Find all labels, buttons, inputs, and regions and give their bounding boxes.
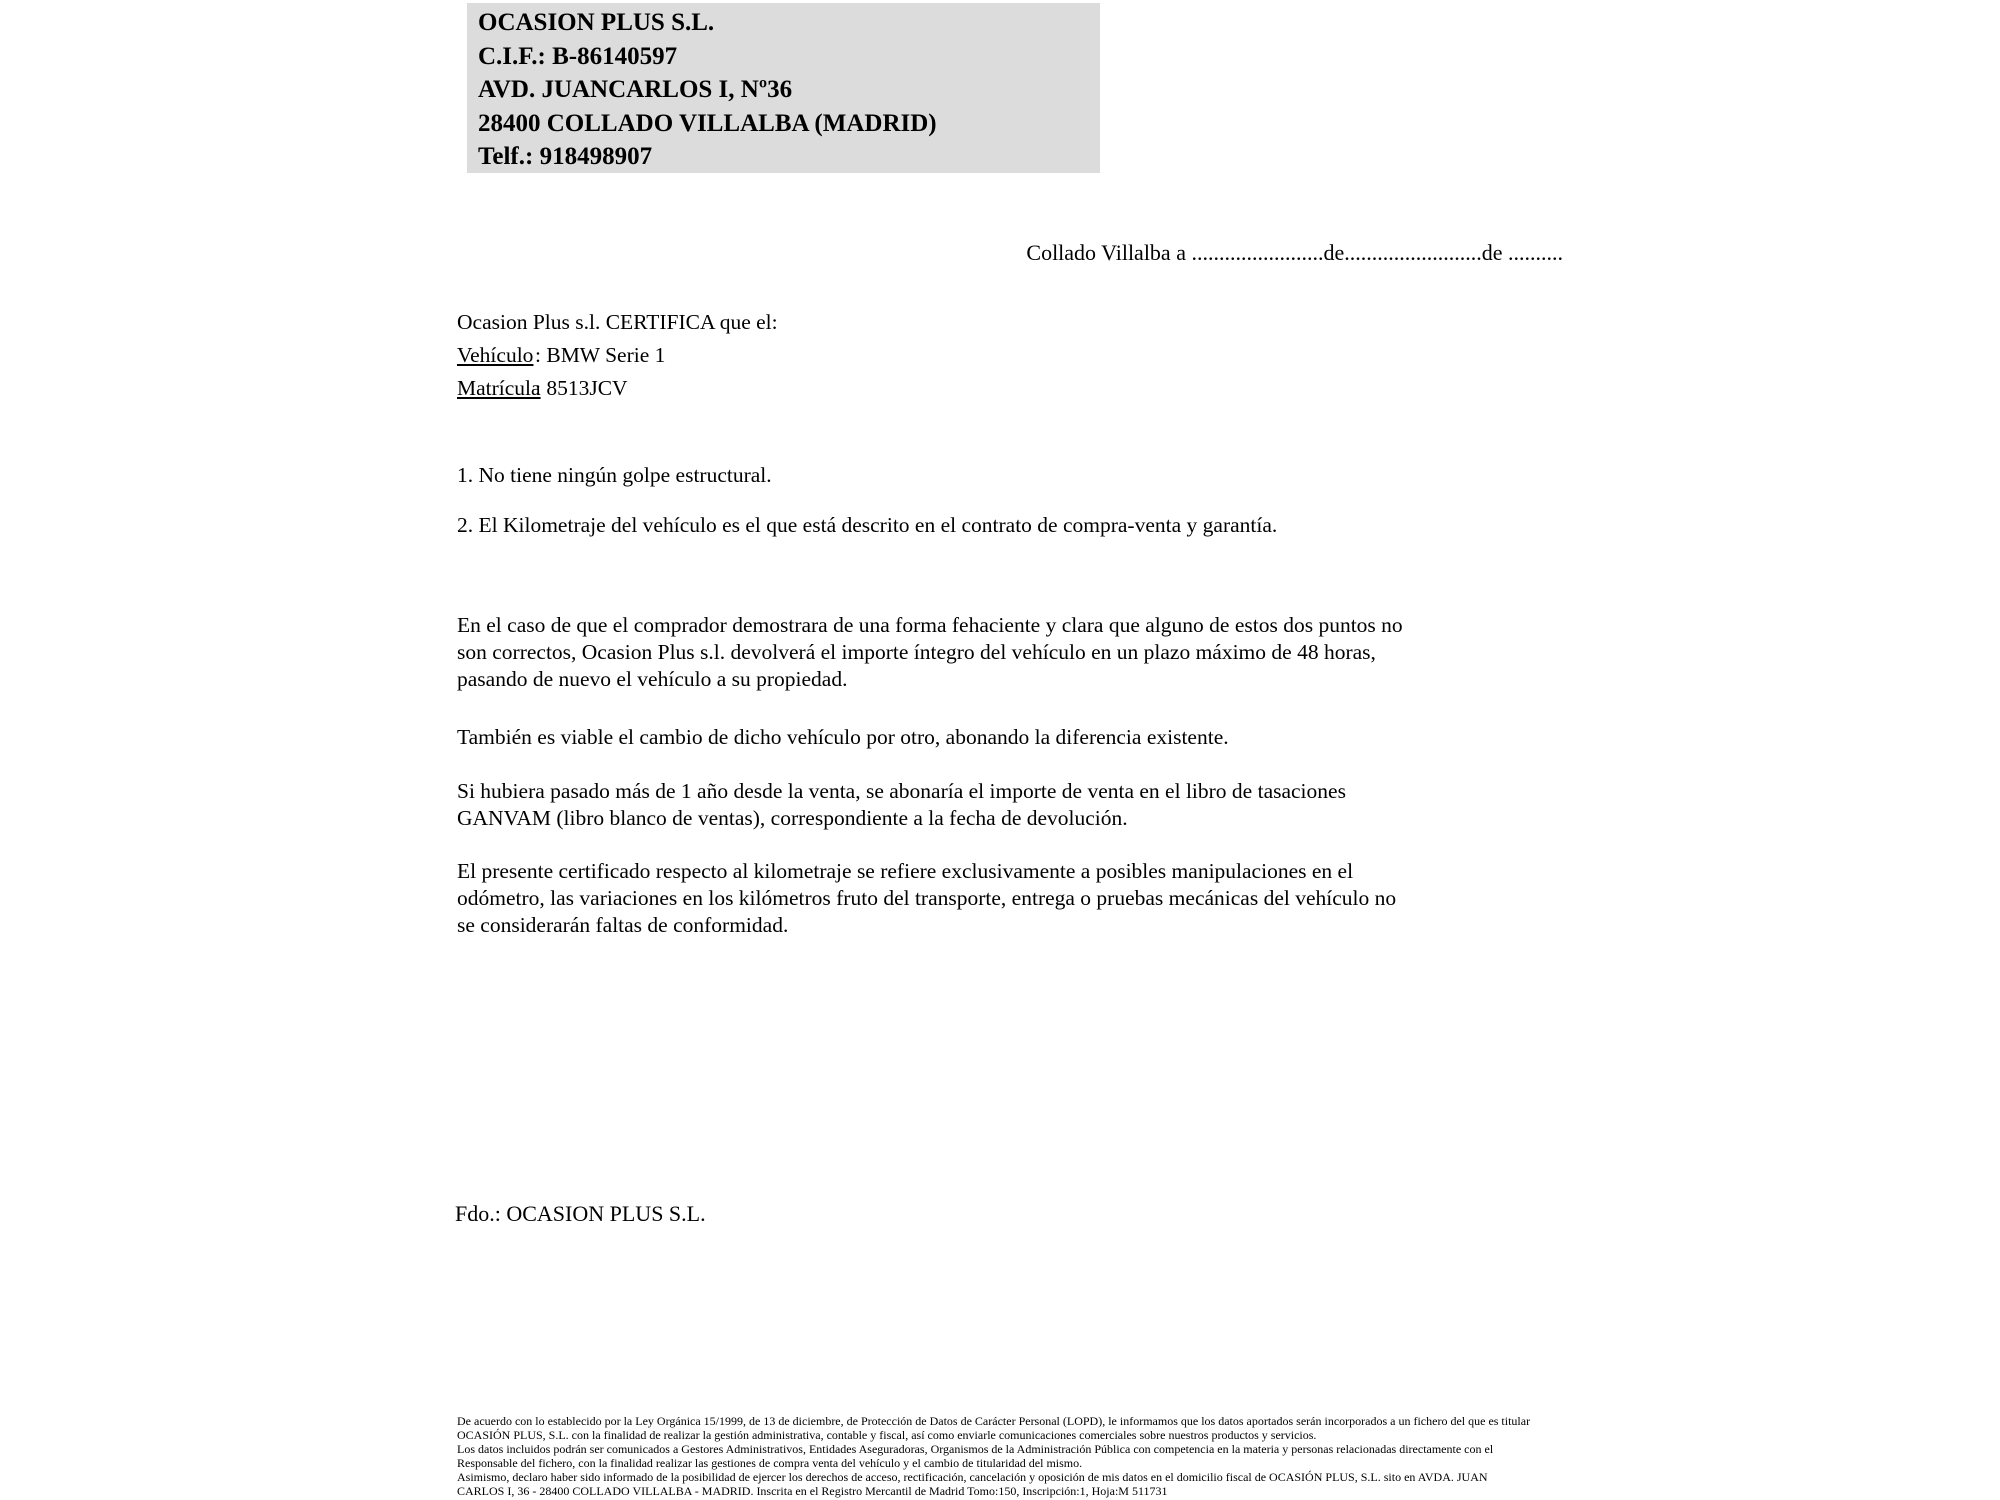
plate-label: Matrícula — [457, 376, 541, 400]
paragraph-ganvam-line: GANVAM (libro blanco de ventas), correspondiente a la fecha de devolución. — [457, 806, 1128, 830]
certification-block — [457, 306, 778, 405]
company-phone: Telf.: 918498907 — [478, 143, 653, 170]
vehicle-label: Vehículo — [457, 343, 534, 367]
paragraph-ganvam-line: Si hubiera pasado más de 1 año desde la venta, se abonaría el importe de venta en el libro de tasaciones — [457, 779, 1346, 803]
paragraph-odometer — [457, 858, 1396, 939]
paragraph-odometer-line: El presente certificado respecto al kilometraje se refiere exclusivamente a posibles manipulaciones en el — [457, 859, 1354, 883]
plate-value: : 8513JCV — [535, 376, 628, 400]
legal-footer-line: Asimismo, declaro haber sido informado de la posibilidad de ejercer los derechos de acceso, rectificación, cancelación y oposición de mis datos en el domicilio fiscal de OCASIÓN PLUS, S.L. sito en AVDA. JUAN — [457, 1470, 1488, 1484]
paragraph-refund — [457, 612, 1403, 693]
legal-footer-line: CARLOS I, 36 - 28400 COLLADO VILLALBA - MADRID. Inscrita en el Registro Mercantil de Madrid Tomo:150, Inscripción:1, Hoja:M 511731 — [457, 1484, 1168, 1498]
paragraph-odometer-line: se considerarán faltas de conformidad. — [457, 913, 789, 937]
company-name: OCASION PLUS S.L. — [478, 9, 715, 36]
certification-heading: Ocasion Plus s.l. CERTIFICA que el: — [457, 310, 778, 334]
legal-footer-line: Los datos incluidos podrán ser comunicados a Gestores Administrativos, Entidades Aseguradoras, Organismos de la Administración Pública con competencia en la materia y personas relacionadas directamente con el — [457, 1442, 1494, 1456]
vehicle-row — [457, 339, 778, 372]
signature-line: Fdo.: OCASION PLUS S.L. — [455, 1201, 706, 1226]
company-city: 28400 COLLADO VILLALBA (MADRID) — [478, 109, 937, 137]
condition-structural: 1. No tiene ningún golpe estructural. — [457, 463, 772, 487]
condition-mileage: 2. El Kilometraje del vehículo es el que está descrito en el contrato de compra-venta y garantía. — [457, 513, 1278, 537]
legal-footer-line: De acuerdo con lo establecido por la Ley Orgánica 15/1999, de 13 de diciembre, de Protección de Datos de Carácter Personal (LOPD), le informamos que los datos aportados serán incorporados a un fichero del que es titular — [457, 1414, 1531, 1428]
paragraph-exchange-line: También es viable el cambio de dicho vehículo por otro, abonando la diferencia existente. — [457, 725, 1229, 749]
legal-footer-line: OCASIÓN PLUS, S.L. con la finalidad de realizar la gestión administrativa, contable y fiscal, así como enviarle comunicaciones comerciales sobre nuestros productos y servicios. — [457, 1428, 1317, 1442]
paragraph-refund-line: pasando de nuevo el vehículo a su propiedad. — [457, 667, 848, 691]
paragraph-ganvam — [457, 778, 1346, 832]
company-address: AVD. JUANCARLOS I, Nº36 — [478, 76, 793, 103]
paragraph-exchange — [457, 724, 1229, 751]
paragraph-refund-line: son correctos, Ocasion Plus s.l. devolverá el importe íntegro del vehículo en un plazo máximo de 48 horas, — [457, 640, 1376, 664]
paragraph-refund-line: En el caso de que el comprador demostrara de una forma fehaciente y clara que alguno de estos dos puntos no — [457, 613, 1403, 637]
legal-footer-line: Responsable del fichero, con la finalidad realizar las gestiones de compra venta del vehículo y el cambio de titularidad del mismo. — [457, 1456, 1083, 1470]
vehicle-value: : BMW Serie 1 — [535, 343, 666, 367]
plate-row — [457, 372, 778, 405]
date-fill-in-line: Collado Villalba a ........................de.........................de .......... — [1026, 240, 1563, 265]
legal-footer — [457, 1414, 1530, 1498]
company-cif: C.I.F.: B-86140597 — [478, 42, 678, 70]
company-header — [467, 3, 1100, 173]
paragraph-odometer-line: odómetro, las variaciones en los kilómetros fruto del transporte, entrega o pruebas mecánicas del vehículo no — [457, 886, 1397, 910]
